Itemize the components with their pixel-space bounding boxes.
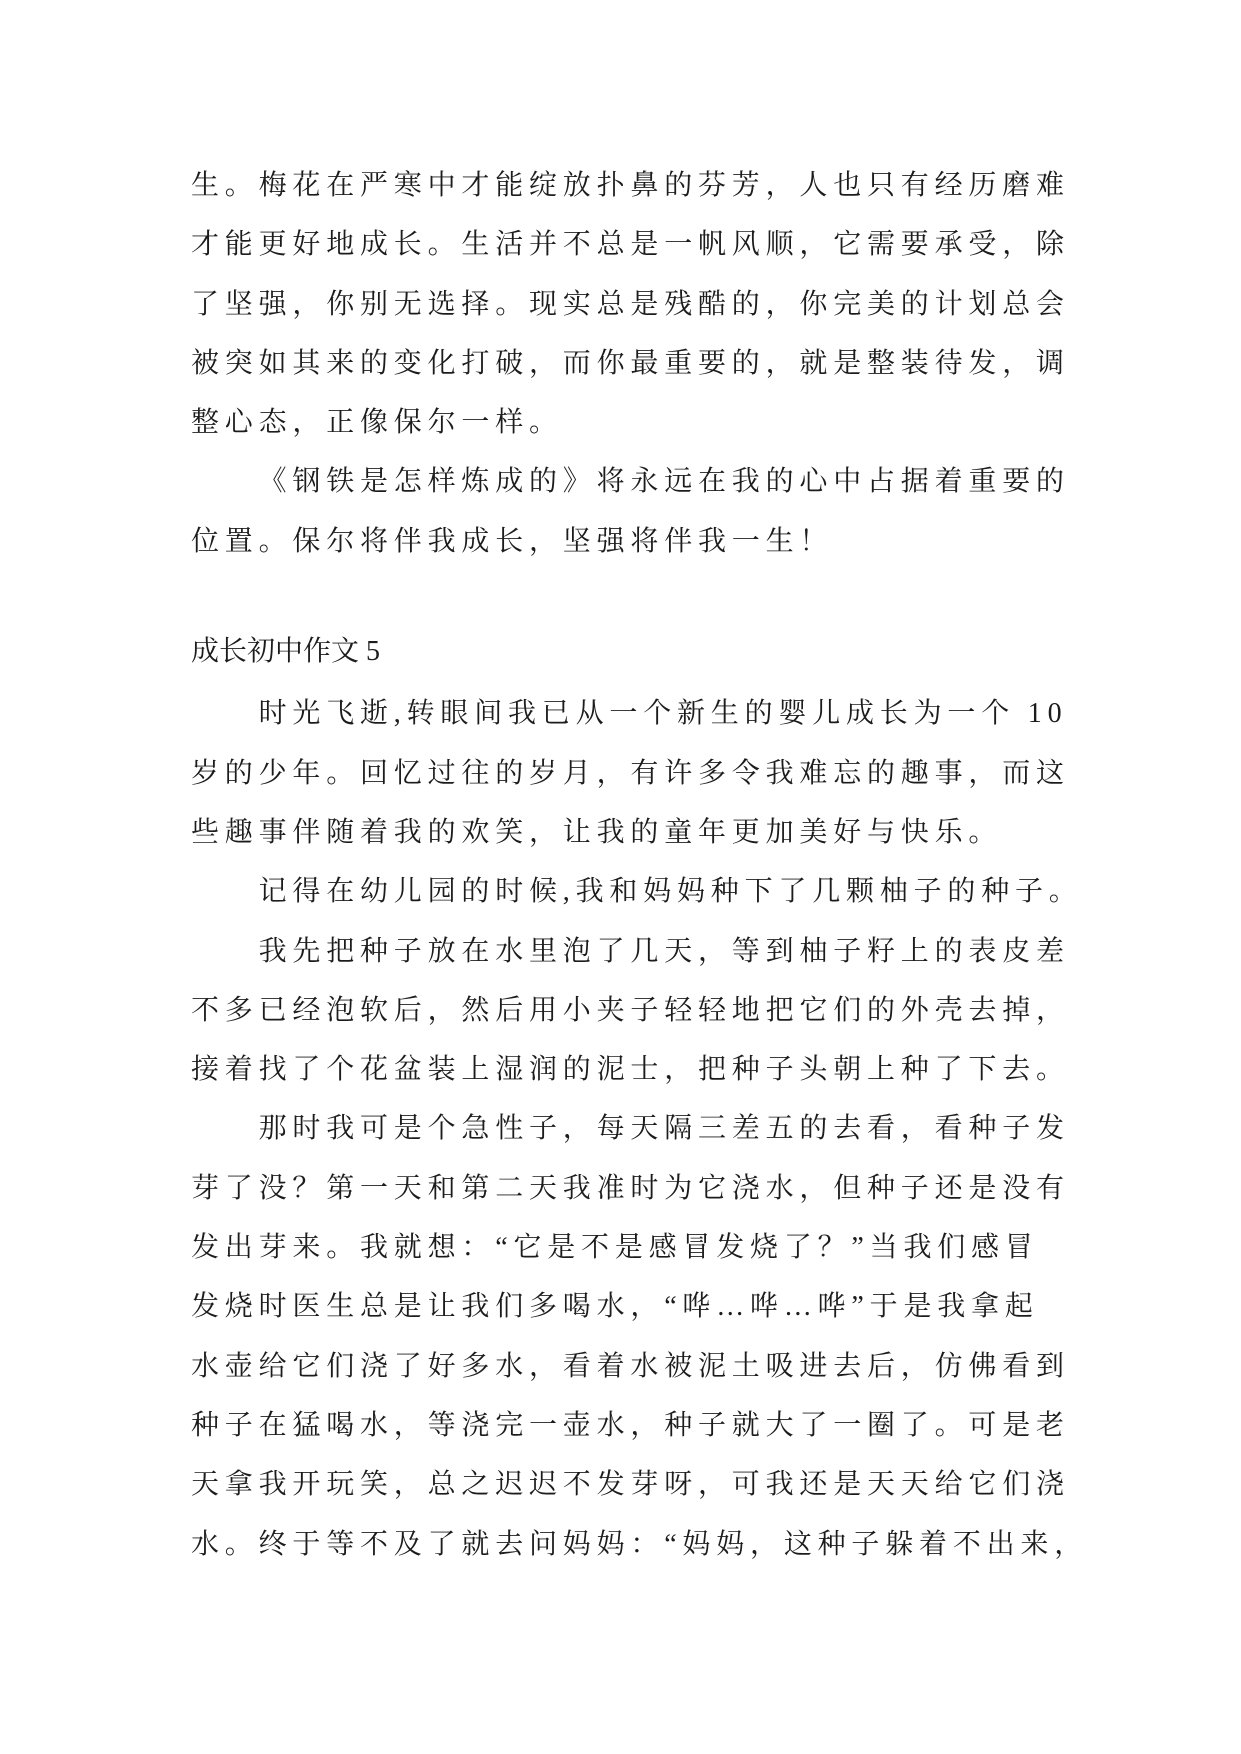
- text-line: 发烧时医生总是让我们多喝水，“哗…哗…哗”于是我拿起: [191, 1291, 1039, 1323]
- text-line: 被突如其来的变化打破，而你最重要的，就是整装待发，调: [191, 347, 1070, 379]
- text-line: 才能更好地成长。生活并不总是一帆风顺，它需要承受，除: [191, 229, 1070, 261]
- text-line: 发出芽来。我就想：“它是不是感冒发烧了？”当我们感冒: [191, 1232, 1039, 1264]
- text-line: 接着找了个花盆装上湿润的泥士，把种子头朝上种了下去。: [191, 1054, 1070, 1086]
- paragraph-continued-2: [191, 452, 1111, 571]
- text-line: 整心态，正像保尔一样。: [191, 407, 563, 439]
- text-line: 水壶给它们浇了好多水，看着水被泥土吸进去后，仿佛看到: [191, 1350, 1070, 1382]
- essay-title: 成长初中作文 5: [191, 636, 381, 668]
- text-line: 水。终于等不及了就去问妈妈：“妈妈，这种子躲着不出来，: [191, 1528, 1089, 1560]
- text-line: 生。梅花在严寒中才能绽放扑鼻的芬芳，人也只有经历磨难: [191, 170, 1070, 201]
- text-line: 些趣事伴随着我的欢笑，让我的童年更加美好与快乐。: [191, 816, 1003, 848]
- text-line: 天拿我开玩笑，总之迟迟不发芽呀，可我还是天天给它们浇: [191, 1469, 1070, 1501]
- essay-paragraph-2: [191, 862, 1111, 921]
- text-line: 《钢铁是怎样炼成的》将永远在我的心中占据着重要的: [258, 466, 1070, 498]
- text-line: 岁的少年。回忆过往的岁月，有许多令我难忘的趣事，而这: [191, 757, 1070, 789]
- essay-paragraph-4: [191, 1099, 1111, 1573]
- text-line: 了坚强，你别无选择。现实总是残酷的，你完美的计划总会: [191, 288, 1070, 320]
- text-line: 时光飞逝,转眼间我已从一个新生的婴儿成长为一个 10: [258, 698, 1068, 730]
- text-line: 不多已经泡软后，然后用小夹子轻轻地把它们的外壳去掉，: [191, 994, 1070, 1026]
- text-line: 那时我可是个急性子，每天隔三差五的去看，看种子发: [258, 1113, 1070, 1145]
- document-body: [191, 156, 1111, 1574]
- essay-paragraph-1: [191, 684, 1111, 862]
- paragraph-continued-1: [191, 156, 1111, 452]
- text-line: 芽了没？第一天和第二天我准时为它浇水，但种子还是没有: [191, 1172, 1070, 1204]
- text-line: 种子在猛喝水，等浇完一壶水，种子就大了一圈了。可是老: [191, 1409, 1070, 1441]
- essay-paragraph-3: [191, 922, 1111, 1100]
- text-line: 记得在幼儿园的时候,我和妈妈种下了几颗柚子的种子。: [258, 876, 1083, 908]
- text-line: 位置。保尔将伴我成长，坚强将伴我一生！: [191, 525, 834, 557]
- text-line: 我先把种子放在水里泡了几天，等到柚子籽上的表皮差: [258, 935, 1070, 967]
